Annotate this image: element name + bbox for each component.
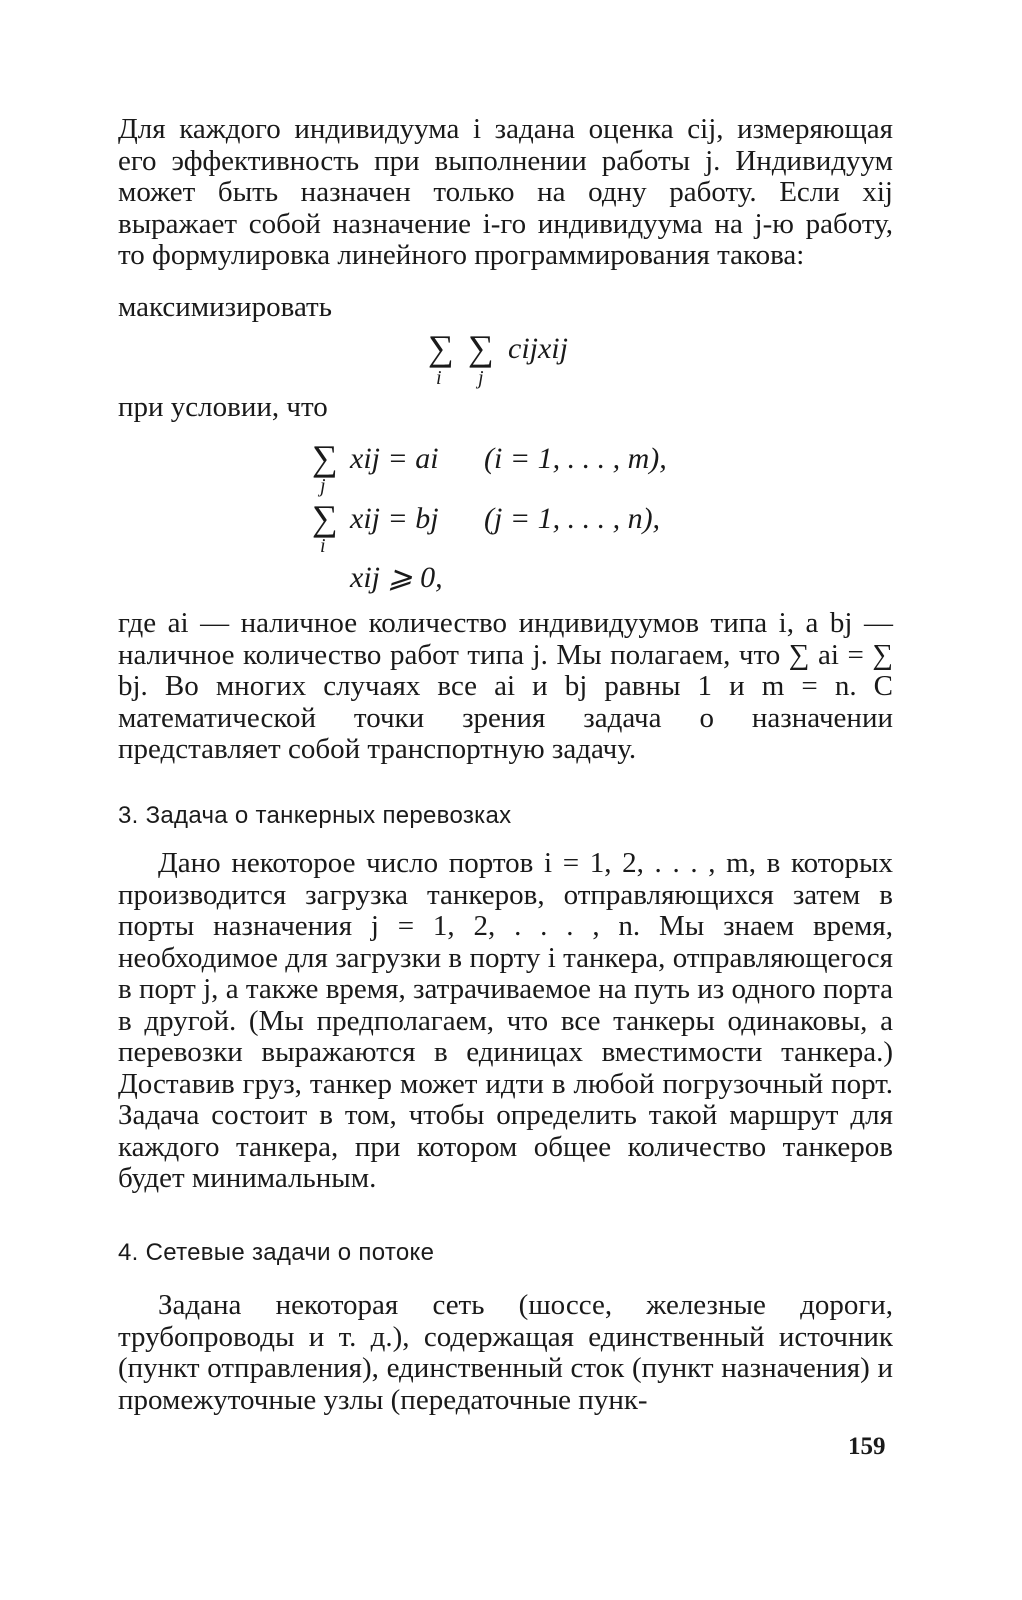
constraint-range: (i = 1, . . . , m),	[484, 442, 667, 475]
sum-symbol: ∑	[428, 328, 454, 368]
constraint-row-nonnegativity	[350, 560, 550, 600]
sum-symbol: ∑	[468, 328, 494, 368]
section-heading-3: 3. Задача о танкерных перевозках	[118, 802, 512, 829]
sum-index-i: i	[436, 367, 442, 389]
sum-index-j: j	[478, 367, 484, 389]
constraint-lhs: xij ⩾ 0,	[350, 561, 443, 594]
section-heading-4: 4. Сетевые задачи о потоке	[118, 1239, 435, 1266]
constraint-range: (j = 1, . . . , n),	[484, 502, 661, 535]
constraint-row-supply	[312, 438, 732, 497]
constraint-lhs: xij = bj	[350, 502, 439, 535]
paragraph-assignment-explanation: где ai — наличное количество индивидуумов типа i, а bj — наличное количество работ типа j. Мы полагаем, что ∑ ai = ∑ bj. Во многих случаях все ai и bj равны 1 и m = n. С математической точки зрения задача о назначении представляет собой транспортную задачу.	[118, 607, 893, 765]
maximize-label: максимизировать	[118, 291, 332, 323]
objective-term: cijxij	[508, 332, 568, 365]
sum-symbol: ∑	[312, 498, 338, 538]
subject-to-label: при условии, что	[118, 391, 328, 423]
sum-symbol: ∑	[312, 438, 338, 478]
sum-index: i	[320, 535, 326, 557]
page-number: 159	[848, 1433, 886, 1460]
constraint-row-demand	[312, 498, 732, 557]
objective-formula	[428, 330, 628, 390]
paragraph-tanker-problem: Дано некоторое число портов i = 1, 2, . . . , m, в которых производится загрузка танкеров, отправляющихся затем в порты назначения j = 1, 2, . . . , n. Мы знаем время, необходимое для загрузки в порту i танкера, отправляющегося в порт j, а также время, затрачиваемое на путь из одного порта в другой. (Мы предполагаем, что все танкеры одинаковы, а перевозки выражаются в единицах вместимости танкера.) Доставив груз, танкер может идти в любой погрузочный порт. Задача состоит в том, чтобы определить такой маршрут для каждого танкера, при котором общее количество танкеров будет минимальным.	[118, 847, 893, 1194]
paragraph-assignment-intro: Для каждого индивидуума i задана оценка cij, измеряющая его эффективность при выполнении работы j. Индивидуум может быть назначен только на одну работу. Если xij выражает собой назначение i-го индивидуума на j-ю работу, то формулировка линейного программирования такова:	[118, 113, 893, 271]
constraint-lhs: xij = ai	[350, 442, 439, 475]
sum-index: j	[320, 475, 326, 497]
paragraph-network-flow: Задана некоторая сеть (шоссе, железные дороги, трубопроводы и т. д.), содержащая единственный источник (пункт отправления), единственный сток (пункт назначения) и промежуточные узлы (передаточные пунк-	[118, 1289, 893, 1416]
